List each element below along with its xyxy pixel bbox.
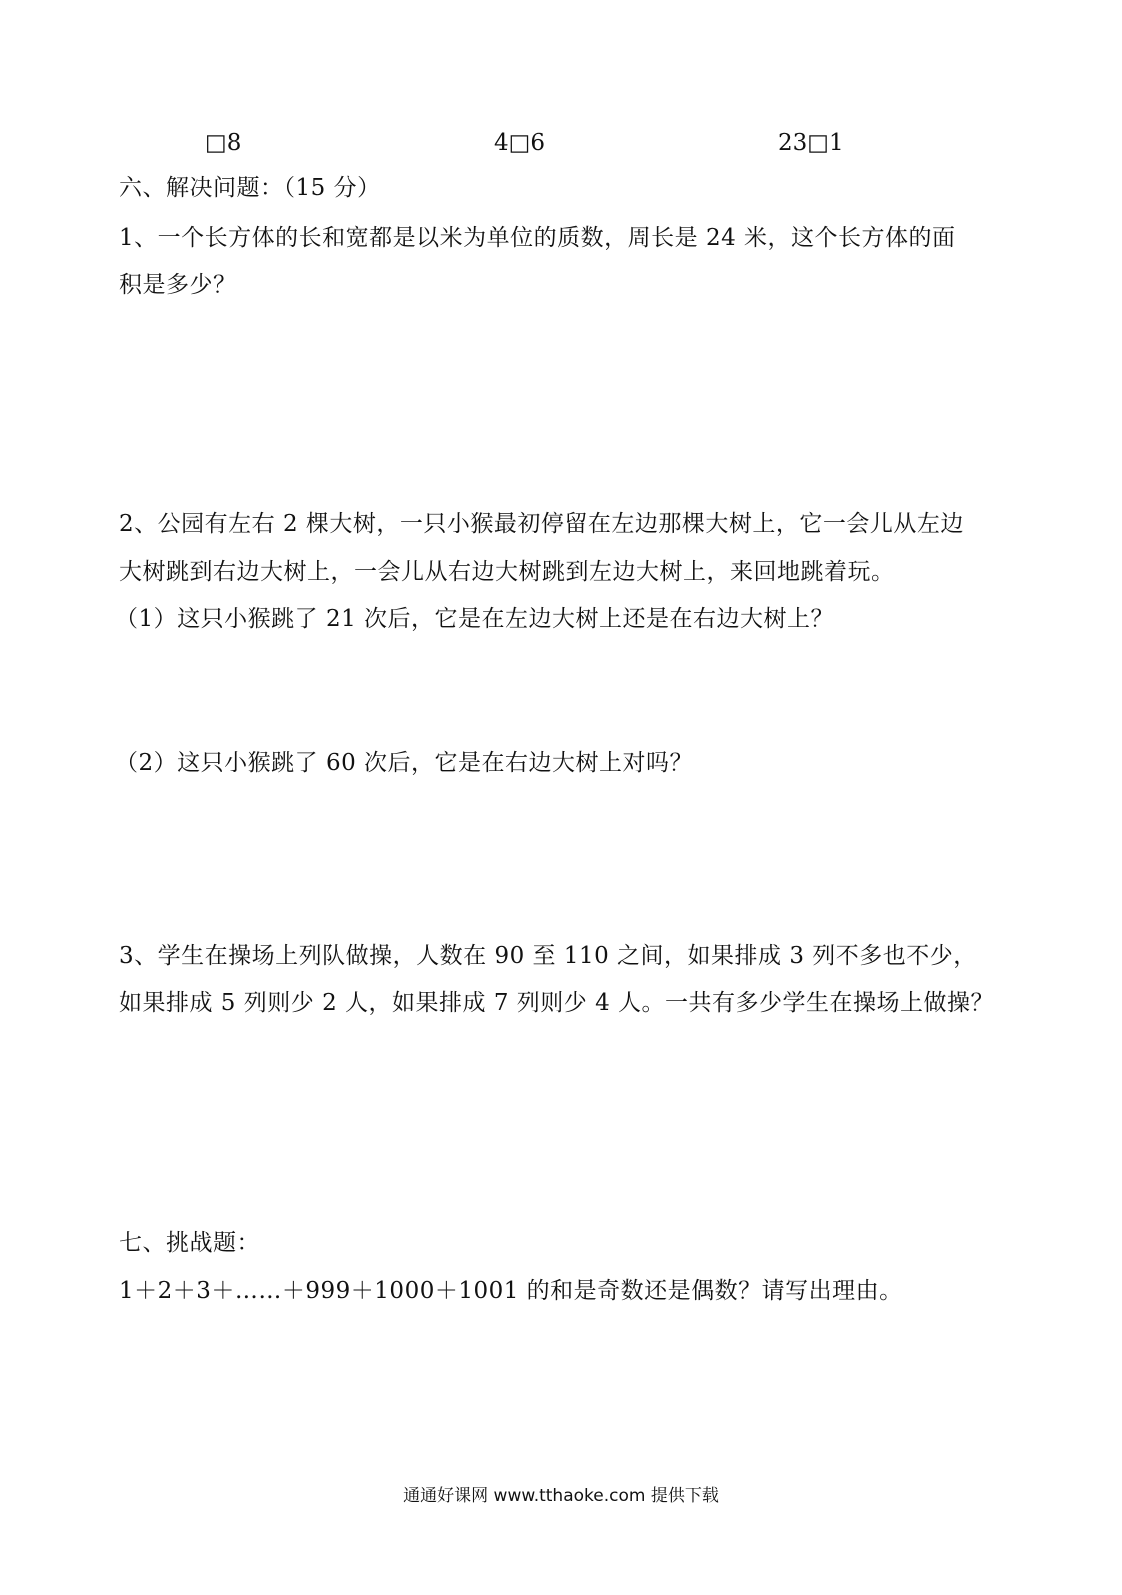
q2-line1: 2、公园有左右 2 棵大树，一只小猴最初停留在左边那棵大树上，它一会儿从左边 bbox=[119, 511, 964, 537]
q2-line2: 大树跳到右边大树上，一会儿从右边大树跳到左边大树上，来回地跳着玩。 bbox=[119, 559, 895, 585]
section7-question: 1＋2＋3＋……＋999＋1000＋1001 的和是奇数还是偶数？请写出理由。 bbox=[119, 1278, 903, 1304]
section7-heading: 七、挑战题： bbox=[119, 1230, 260, 1256]
q1-line1: 1、一个长方体的长和宽都是以米为单位的质数，周长是 24 米，这个长方体的面 bbox=[119, 225, 956, 251]
digit-blank-3: 23□1 bbox=[778, 130, 844, 156]
section6-heading: 六、解决问题：（15 分） bbox=[119, 175, 381, 201]
digit-blank-2: 4□6 bbox=[494, 130, 545, 156]
footer-source: 通通好课网 www.tthaoke.com 提供下载 bbox=[403, 1486, 719, 1506]
digit-blank-1: □8 bbox=[205, 130, 242, 156]
q1-line2: 积是多少？ bbox=[119, 272, 237, 298]
q3-line2: 如果排成 5 列则少 2 人，如果排成 7 列则少 4 人。一共有多少学生在操场上做操？ bbox=[119, 990, 995, 1016]
q2-sub2: （2）这只小猴跳了 60 次后，它是在右边大树上对吗？ bbox=[115, 750, 694, 776]
q2-sub1: （1）这只小猴跳了 21 次后，它是在左边大树上还是在右边大树上？ bbox=[115, 606, 835, 632]
q3-line1: 3、学生在操场上列队做操，人数在 90 至 110 之间，如果排成 3 列不多也不少， bbox=[119, 943, 977, 969]
